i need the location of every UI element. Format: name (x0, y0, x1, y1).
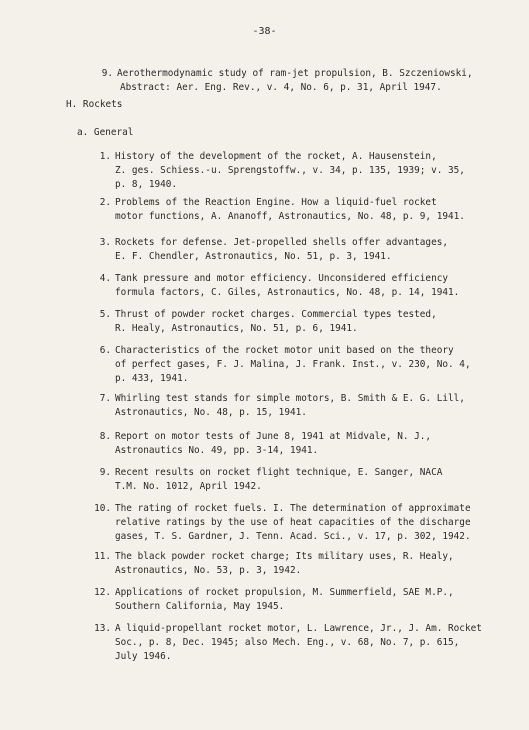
entry-line: motor functions, A. Ananoff, Astronautics, No. 48, p. 9, 1941. (115, 211, 465, 222)
entry-line: Report on motor tests of June 8, 1941 at Midvale, N. J., (115, 431, 432, 442)
entry-number: 9. (101, 68, 113, 79)
reference-entry (94, 622, 529, 664)
reference-entry (99, 430, 529, 458)
entry-line: Problems of the Reaction Engine. How a liquid-fuel rocket (115, 197, 437, 208)
entry-line: Rockets for defense. Jet-propelled shells offer advantages, (115, 237, 449, 248)
entry-number: 11. (94, 551, 111, 562)
entry-number: 4. (99, 273, 111, 284)
reference-entry (99, 236, 529, 264)
entry-line: Thrust of powder rocket charges. Commercial types tested, (115, 309, 437, 320)
entry-line: Applications of rocket propulsion, M. Summerfield, SAE M.P., (115, 587, 454, 598)
entry-number: 12. (94, 587, 111, 598)
entry-line: Recent results on rocket flight technique, E. Sanger, NACA (115, 467, 443, 478)
entry-line: gases, T. S. Gardner, J. Tenn. Acad. Sci., v. 17, p. 302, 1942. (115, 531, 471, 542)
entry-number: 7. (99, 393, 111, 404)
entry-line: Characteristics of the rocket motor unit based on the theory (115, 345, 454, 356)
reference-entry (99, 150, 529, 192)
entry-line: Z. ges. Schiess.-u. Sprengstoffw., v. 34, p. 135, 1939; v. 35, (115, 165, 465, 176)
entry-number: 13. (94, 623, 111, 634)
entry-line: Whirling test stands for simple motors, B. Smith & E. G. Lill, (115, 393, 465, 404)
top-entry (101, 67, 529, 95)
entry-line: of perfect gases, F. J. Malina, J. Frank. Inst., v. 230, No. 4, (115, 359, 471, 370)
entry-line: Southern California, May 1945. (115, 601, 285, 612)
reference-entry (94, 550, 529, 578)
entry-line: July 1946. (115, 651, 172, 662)
entry-number: 9. (99, 467, 111, 478)
reference-entry (99, 344, 529, 386)
entry-line: R. Healy, Astronautics, No. 51, p. 6, 1941. (115, 323, 358, 334)
entry-number: 6. (99, 345, 111, 356)
entry-line: p. 433, 1941. (115, 373, 189, 384)
reference-entry (99, 308, 529, 336)
entry-line: History of the development of the rocket, A. Hausenstein, (115, 151, 437, 162)
entry-number: 8. (99, 431, 111, 442)
entry-line: T.M. No. 1012, April 1942. (115, 481, 262, 492)
reference-entry (94, 502, 529, 544)
entry-line: relative ratings by the use of heat capacities of the discharge (115, 517, 471, 528)
entry-number: 1. (99, 151, 111, 162)
entry-line: formula factors, C. Giles, Astronautics, No. 48, p. 14, 1941. (115, 287, 460, 298)
entry-line: E. F. Chendler, Astronautics, No. 51, p. 3, 1941. (115, 251, 392, 262)
entry-number: 10. (94, 503, 111, 514)
entry-line: Astronautics, No. 48, p. 15, 1941. (115, 407, 307, 418)
entry-line: Abstract: Aer. Eng. Rev., v. 4, No. 6, p. 31, April 1947. (120, 82, 442, 93)
reference-entry (94, 586, 529, 614)
page-number: -38- (252, 26, 277, 37)
entry-number: 3. (99, 237, 111, 248)
reference-entry (99, 392, 529, 420)
reference-entry (99, 196, 529, 224)
entry-line: Aerothermodynamic study of ram-jet propulsion, B. Szczeniowski, (117, 68, 473, 79)
entry-line: A liquid-propellant rocket motor, L. Lawrence, Jr., J. Am. Rocket (115, 623, 482, 634)
section-heading: H. Rockets (66, 99, 123, 110)
subsection-heading: a. General (77, 127, 134, 138)
entry-line: The black powder rocket charge; Its military uses, R. Healy, (115, 551, 454, 562)
reference-entry (99, 466, 529, 494)
entry-line: Tank pressure and motor efficiency. Unconsidered efficiency (115, 273, 449, 284)
reference-entry (99, 272, 529, 300)
entry-number: 2. (99, 197, 111, 208)
entry-line: Astronautics No. 49, pp. 3-14, 1941. (115, 445, 319, 456)
entry-line: Astronautics, No. 53, p. 3, 1942. (115, 565, 302, 576)
entry-line: The rating of rocket fuels. I. The determination of approximate (115, 503, 471, 514)
entry-line: p. 8, 1940. (115, 179, 178, 190)
entry-number: 5. (99, 309, 111, 320)
entry-line: Soc., p. 8, Dec. 1945; also Mech. Eng., v. 68, No. 7, p. 615, (115, 637, 460, 648)
